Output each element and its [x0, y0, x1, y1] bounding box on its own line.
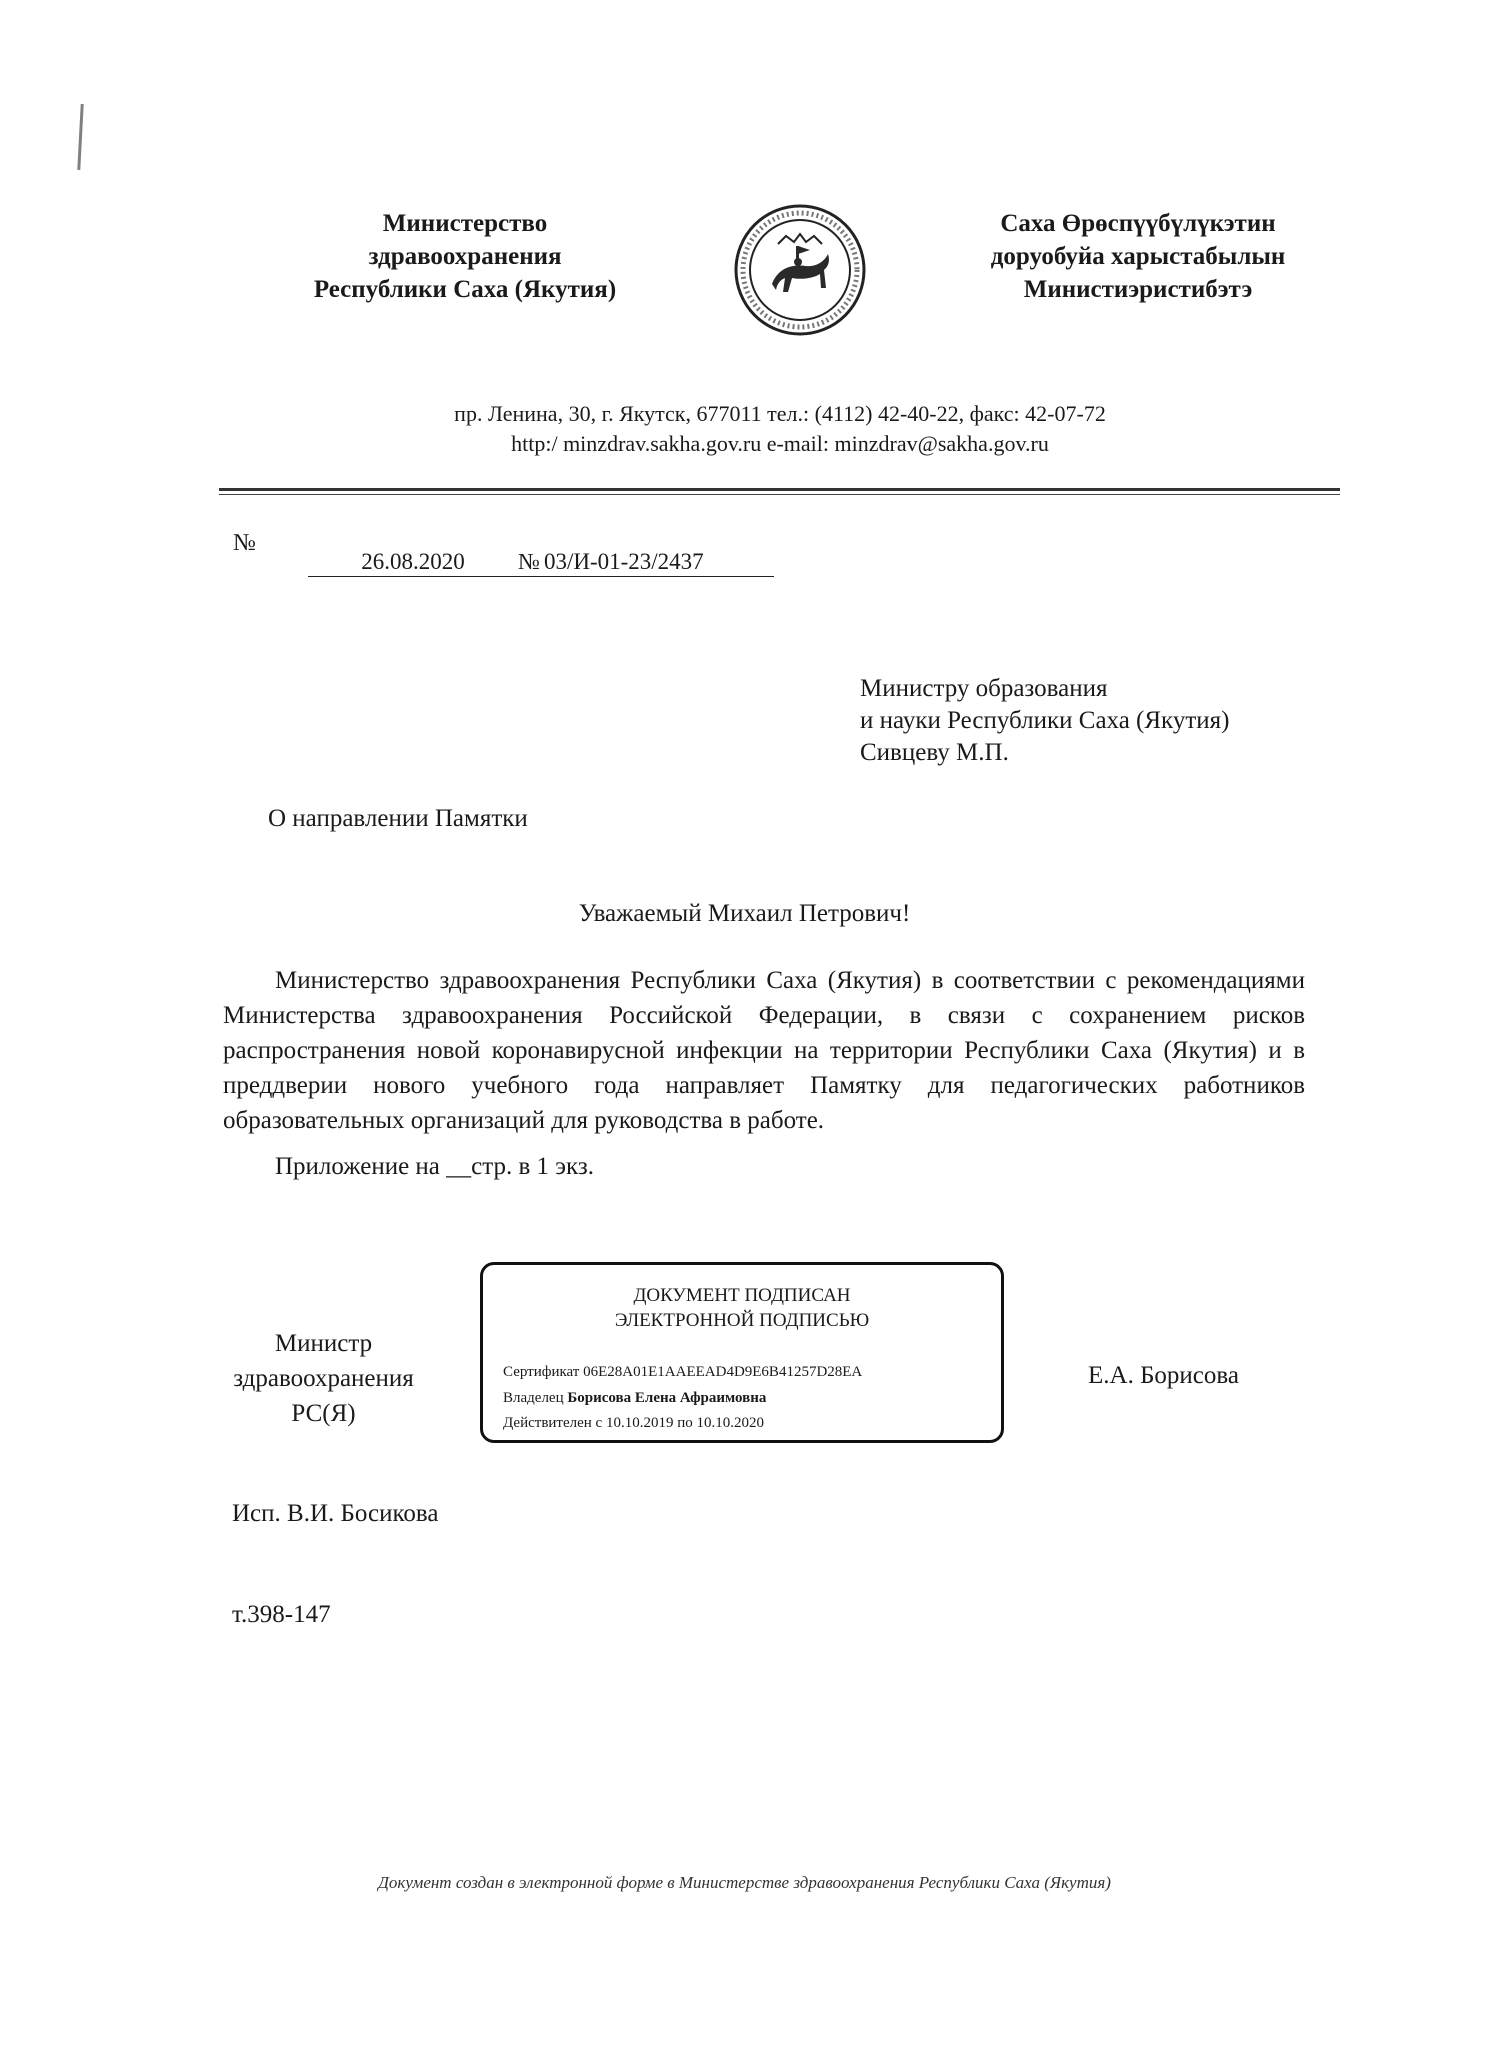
addressee-line: Министру образования [860, 675, 1108, 702]
certificate-id: 06E28A01E1AAEEAD4D9E6B41257D28EA [583, 1364, 863, 1380]
number-sign: № [233, 530, 256, 556]
position-line: РС(Я) [291, 1400, 356, 1427]
footer-note: Документ создан в электронной форме в Министерстве здравоохранения Республики Саха (Якутия) [378, 1873, 1111, 1892]
document-date: 26.08.2020 [308, 548, 518, 577]
certificate-label: Сертификат [503, 1364, 580, 1380]
stamp-certificate [503, 1364, 862, 1381]
coat-of-arms-yakutia-icon [732, 202, 868, 338]
stamp-title-line: ДОКУМЕНТ ПОДПИСАН [633, 1285, 851, 1306]
greeting: Уважаемый Михаил Петрович! [578, 900, 911, 927]
address-line: пр. Ленина, 30, г. Якутск, 677011 тел.: (4112) 42-40-22, факс: 42-07-72 [454, 401, 1106, 426]
appendix-note: Приложение на __стр. в 1 экз. [275, 1153, 594, 1180]
web-email-line: http:/ minzdrav.sakha.gov.ru e-mail: minzdrav@sakha.gov.ru [511, 431, 1049, 456]
ministry-name-line: Саха Өрөспүүбүлүкэтин [1000, 210, 1276, 237]
addressee-line: и науки Республики Саха (Якутия) [860, 707, 1230, 734]
addressee-block [860, 673, 1229, 769]
executor: Исп. В.И. Босикова [232, 1500, 439, 1527]
executor-phone: т.398-147 [232, 1601, 331, 1628]
addressee-line: Сивцеву М.П. [860, 739, 1009, 766]
document-number: 03/И-01-23/2437 [540, 548, 774, 577]
ministry-name-line: Министерство [382, 210, 548, 237]
letter-subject: О направлении Памятки [268, 805, 528, 832]
number-sign: № [518, 548, 540, 577]
ministry-name-line: доруобуйа харыстабылын [990, 243, 1286, 270]
header-divider [219, 488, 1340, 491]
ministry-name-line: Республики Саха (Якутия) [313, 276, 617, 303]
signatory-position [196, 1326, 451, 1431]
stamp-title-line: ЭЛЕКТРОННОЙ ПОДПИСЬЮ [614, 1310, 870, 1331]
ministry-name-yakut [898, 207, 1378, 306]
position-line: здравоохранения [233, 1365, 414, 1392]
header-divider [219, 494, 1340, 495]
electronic-signature-stamp [480, 1262, 1004, 1443]
stamp-validity: Действителен с 10.10.2019 по 10.10.2020 [503, 1415, 764, 1431]
stamp-owner [503, 1390, 766, 1407]
scan-mark [77, 104, 83, 170]
stamp-title [483, 1283, 1001, 1333]
ministry-name-line: Министиэристибэтэ [1023, 276, 1253, 303]
registration-line [308, 548, 774, 577]
ministry-name-line: здравоохранения [368, 243, 562, 270]
owner-label: Владелец [503, 1390, 564, 1406]
letter-body: Министерство здравоохранения Республики Саха (Якутия) в соответствии с рекомендациями Министерства здравоохранения Российской Федерации, в связи с сохранением рисков распространения новой коронавирусной инфекции на территории Республики Саха (Якутия) и в преддверии нового учебного года направляет Памятку для педагогических работников образовательных организаций для руководства в работе. [223, 967, 1305, 1134]
signatory-name: Е.А. Борисова [1088, 1362, 1239, 1389]
contact-info [230, 399, 1330, 459]
ministry-name-russian [255, 207, 675, 306]
position-line: Министр [274, 1330, 373, 1357]
owner-name: Борисова Елена Афраимовна [567, 1390, 767, 1406]
